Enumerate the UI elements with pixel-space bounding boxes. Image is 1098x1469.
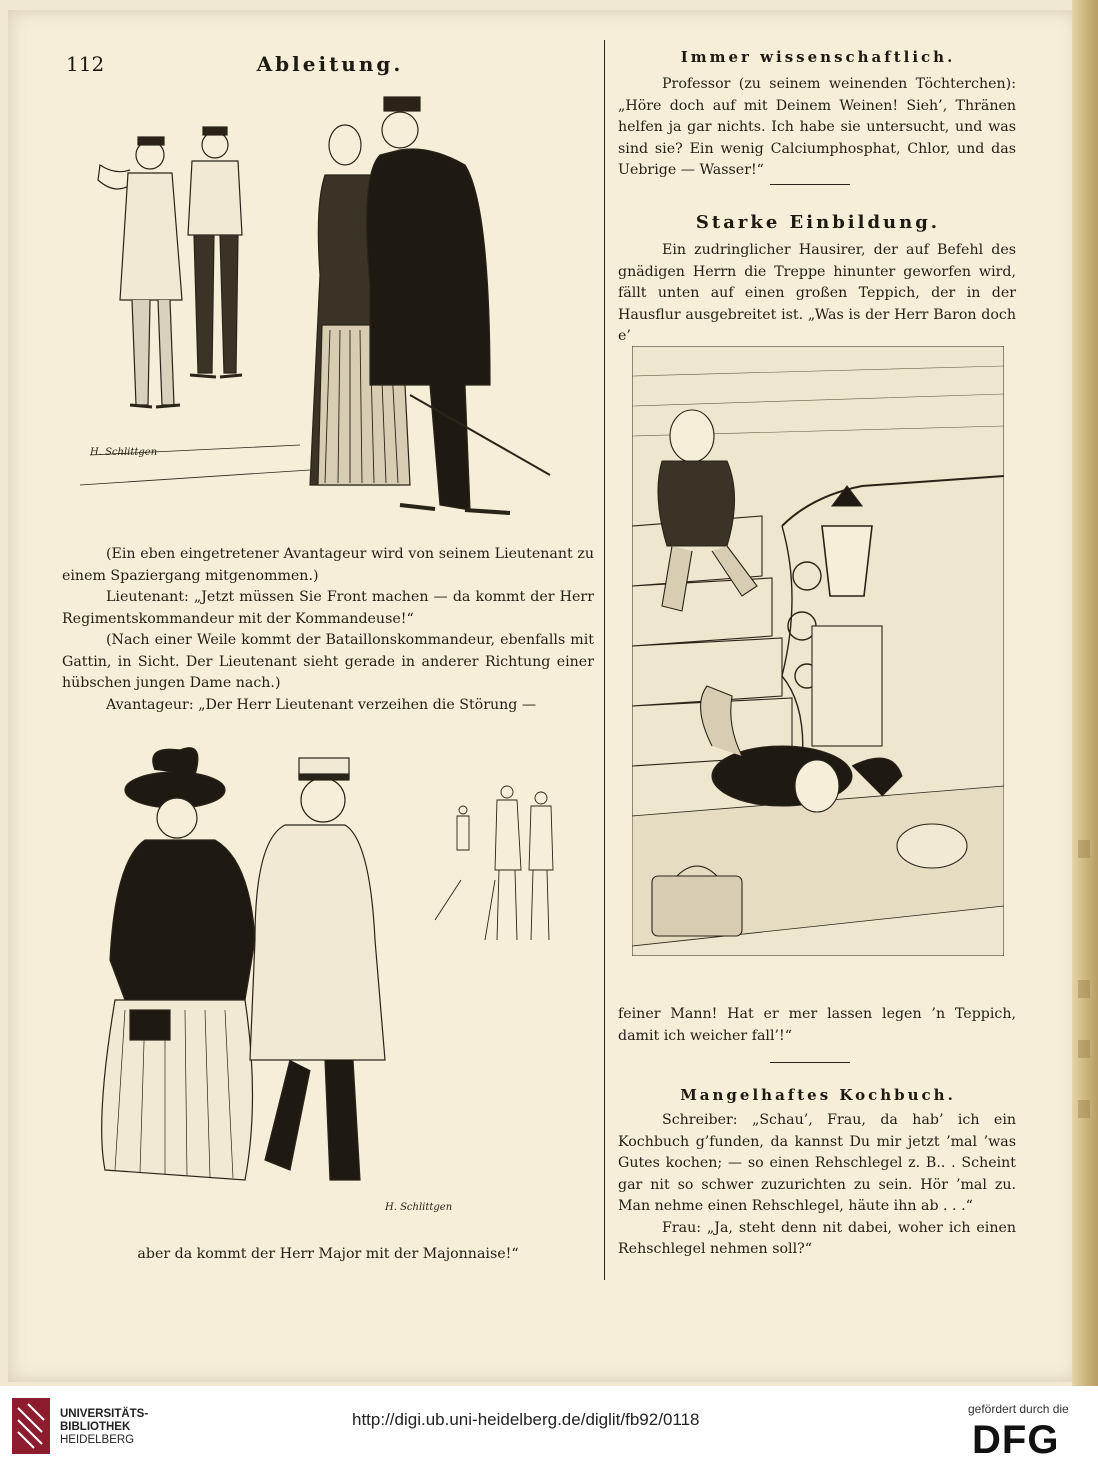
illustration-hausirer-stairs [632, 346, 1004, 956]
illustration-officers-top [70, 85, 590, 530]
text-frau: Frau: „Ja, steht denn nit dabei, woher ich einen Rehschlegel nehmen soll?“ [618, 1219, 1016, 1257]
illustration-major-and-wife [85, 740, 585, 1230]
line-avantageur: Avantageur: „Der Herr Lieutenant verzeihen die Störung — [106, 696, 537, 713]
bottom-caption: aber da kommt der Herr Major mit der Majonnaise!“ [137, 1246, 519, 1262]
university-logo-icon [12, 1398, 50, 1454]
page-number: 112 [66, 52, 105, 76]
caption-intro: (Ein eben eingetretener Avantageur wird von seinem Lieutenant zu einem Spaziergang mitgenommen.) [62, 546, 594, 584]
book-spine [1072, 0, 1098, 1386]
title-mangelhaftes-kochbuch: Mangelhaftes Kochbuch. [680, 1086, 956, 1104]
text-schreiber: Schreiber: „Schau’, Frau, da hab’ ich ein Kochbuch g’funden, da kannst Du mir jetzt ’mal ’was Gutes kochen; — so einen Rehschlegel z. B.. . Scheint gar nit so schwer zuzurichten zu sein. Hör ’mal zu. Man nehme einen Rehschlegel, häute ihn ab . . .“ [618, 1112, 1016, 1214]
signature-bottom: H. Schlittgen [385, 1202, 453, 1213]
separator-2 [770, 1062, 850, 1063]
line-after: (Nach einer Weile kommt der Bataillonskommandeur, ebenfalls mit Gattin, in Sicht. Der Lieutenant sieht gerade in anderer Richtung einer hübschen jungen Dame nach.) [62, 632, 594, 691]
left-text-block [62, 544, 594, 716]
text-hausirer-continued: feiner Mann! Hat er mer lassen legen ’n Teppich, damit ich weicher fall’!“ [618, 1006, 1016, 1044]
dfg-logo: DFG [972, 1418, 1060, 1462]
text-hausirer: Ein zudringlicher Hausirer, der auf Befehl des gnädigen Herrn die Treppe hinunter geworfen wird, fällt unten auf einen großen Teppich, der in der Hausflur ausgebreitet ist. „Was is der Herr Baron doch e’ [618, 242, 1016, 344]
separator-1 [770, 184, 850, 185]
text-professor: Professor (zu seinem weinenden Töchterchen): „Höre doch auf mit Deinem Weinen! Sieh’, Thränen helfen ja gar nichts. Ich habe sie untersucht, und was sind sie? Ein wenig Calciumphosphat, Chlor, und das Uebrige — Wasser!“ [618, 76, 1016, 178]
library-line-1: UNIVERSITÄTS- [60, 1408, 149, 1420]
funded-by-label: gefördert durch die [968, 1402, 1069, 1416]
permalink-url[interactable]: http://digi.ub.uni-heidelberg.de/diglit/fb92/0118 [352, 1410, 700, 1429]
title-starke-einbildung: Starke Einbildung. [695, 212, 941, 233]
library-line-3: HEIDELBERG [60, 1434, 135, 1446]
title-immer-wissenschaftlich: Immer wissenschaftlich. [680, 48, 956, 66]
library-line-2: BIBLIOTHEK [60, 1421, 131, 1433]
text-kochbuch [618, 1110, 1016, 1261]
footer-bar [0, 1386, 1098, 1469]
library-name [60, 1408, 148, 1447]
left-title: Ableitung. [256, 52, 404, 76]
column-divider [604, 40, 605, 1280]
signature-top: H. Schlittgen [90, 447, 158, 458]
line-lieutenant: Lieutenant: „Jetzt müssen Sie Front machen — da kommt der Herr Regimentskommandeur mit der Kommandeuse!“ [62, 589, 594, 627]
